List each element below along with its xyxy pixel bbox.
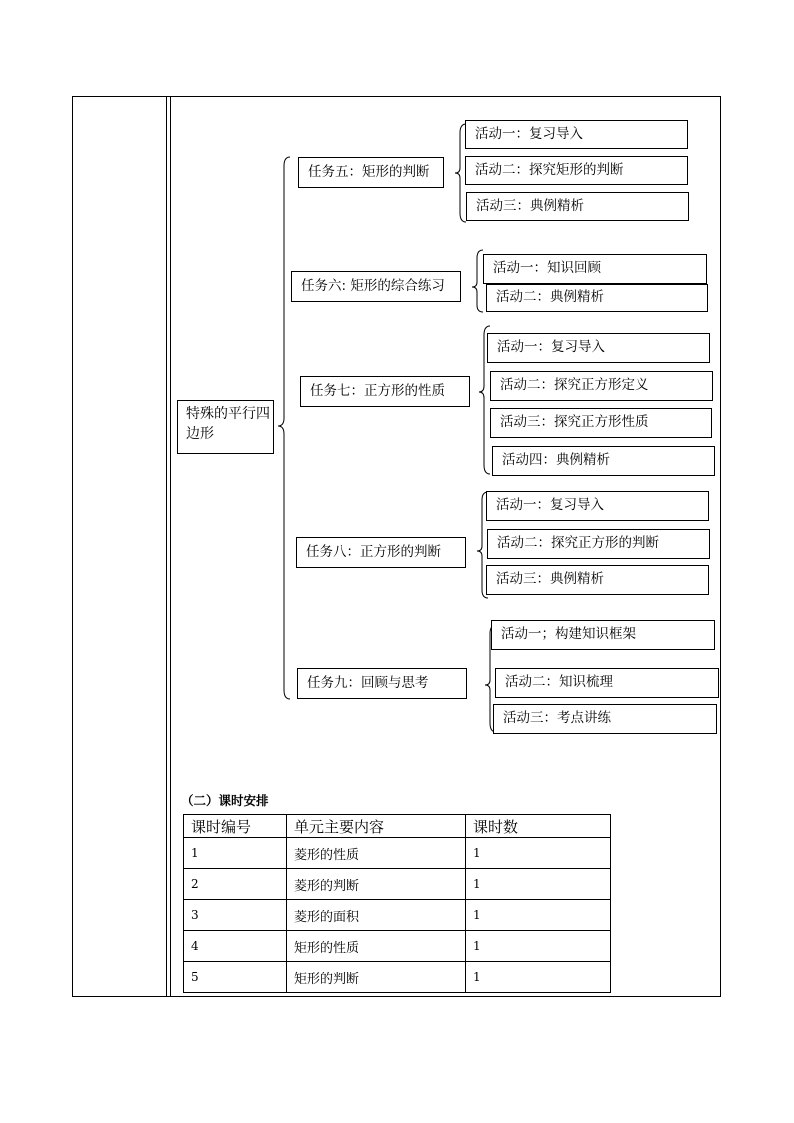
activity-box: 活动三：考点讲练 — [493, 704, 717, 734]
activity-box: 活动二：探究矩形的判断 — [465, 156, 688, 185]
activity-box: 活动二：知识梳理 — [495, 668, 719, 698]
table-row — [184, 900, 611, 931]
activity-box: 活动二：探究正方形定义 — [490, 371, 713, 401]
activity-box: 活动一：复习导入 — [465, 120, 688, 149]
table-cell: 1 — [466, 900, 611, 931]
activity-box: 活动一：知识回顾 — [483, 254, 707, 284]
table-row — [184, 962, 611, 993]
task-box: 任务七：正方形的性质 — [300, 376, 470, 407]
table-cell: 菱形的性质 — [287, 838, 466, 869]
activity-box: 活动二：典例精析 — [486, 284, 708, 312]
activity-box: 活动三：探究正方形性质 — [490, 408, 712, 438]
table-cell: 5 — [184, 962, 287, 993]
task-box: 任务八：正方形的判断 — [296, 537, 466, 568]
task-box: 任务九：回顾与思考 — [297, 668, 467, 699]
activity-box: 活动一：复习导入 — [487, 333, 710, 363]
table-cell: 矩形的性质 — [287, 931, 466, 962]
table-header-cell: 课时编号 — [184, 815, 287, 838]
table-cell: 1 — [466, 931, 611, 962]
table-cell: 1 — [466, 838, 611, 869]
schedule-table — [183, 814, 611, 993]
table-header-row — [184, 815, 611, 838]
table-cell: 矩形的判断 — [287, 962, 466, 993]
activity-box: 活动四：典例精析 — [492, 446, 715, 476]
table-cell: 1 — [184, 838, 287, 869]
task-box: 任务五：矩形的判断 — [298, 157, 444, 188]
section-heading: （二）课时安排 — [181, 793, 269, 808]
table-header-cell: 课时数 — [466, 815, 611, 838]
table-cell: 2 — [184, 869, 287, 900]
table-cell: 菱形的面积 — [287, 900, 466, 931]
table-cell: 3 — [184, 900, 287, 931]
activity-box: 活动三：典例精析 — [466, 192, 689, 221]
table-row — [184, 931, 611, 962]
table-row — [184, 838, 611, 869]
task-box: 任务六: 矩形的综合练习 — [291, 271, 461, 302]
activity-box: 活动三：典例精析 — [486, 565, 709, 595]
table-row — [184, 869, 611, 900]
table-cell: 1 — [466, 869, 611, 900]
activity-box: 活动二：探究正方形的判断 — [487, 529, 710, 559]
table-cell: 菱形的判断 — [287, 869, 466, 900]
root-topic-box: 特殊的平行四边形 — [177, 400, 274, 454]
task-brace — [472, 250, 483, 312]
table-cell: 4 — [184, 931, 287, 962]
main-brace — [278, 157, 290, 699]
table-header-cell: 单元主要内容 — [287, 815, 466, 838]
activity-box: 活动一；构建知识框架 — [491, 620, 715, 650]
table-cell: 1 — [466, 962, 611, 993]
activity-box: 活动一：复习导入 — [486, 491, 709, 521]
